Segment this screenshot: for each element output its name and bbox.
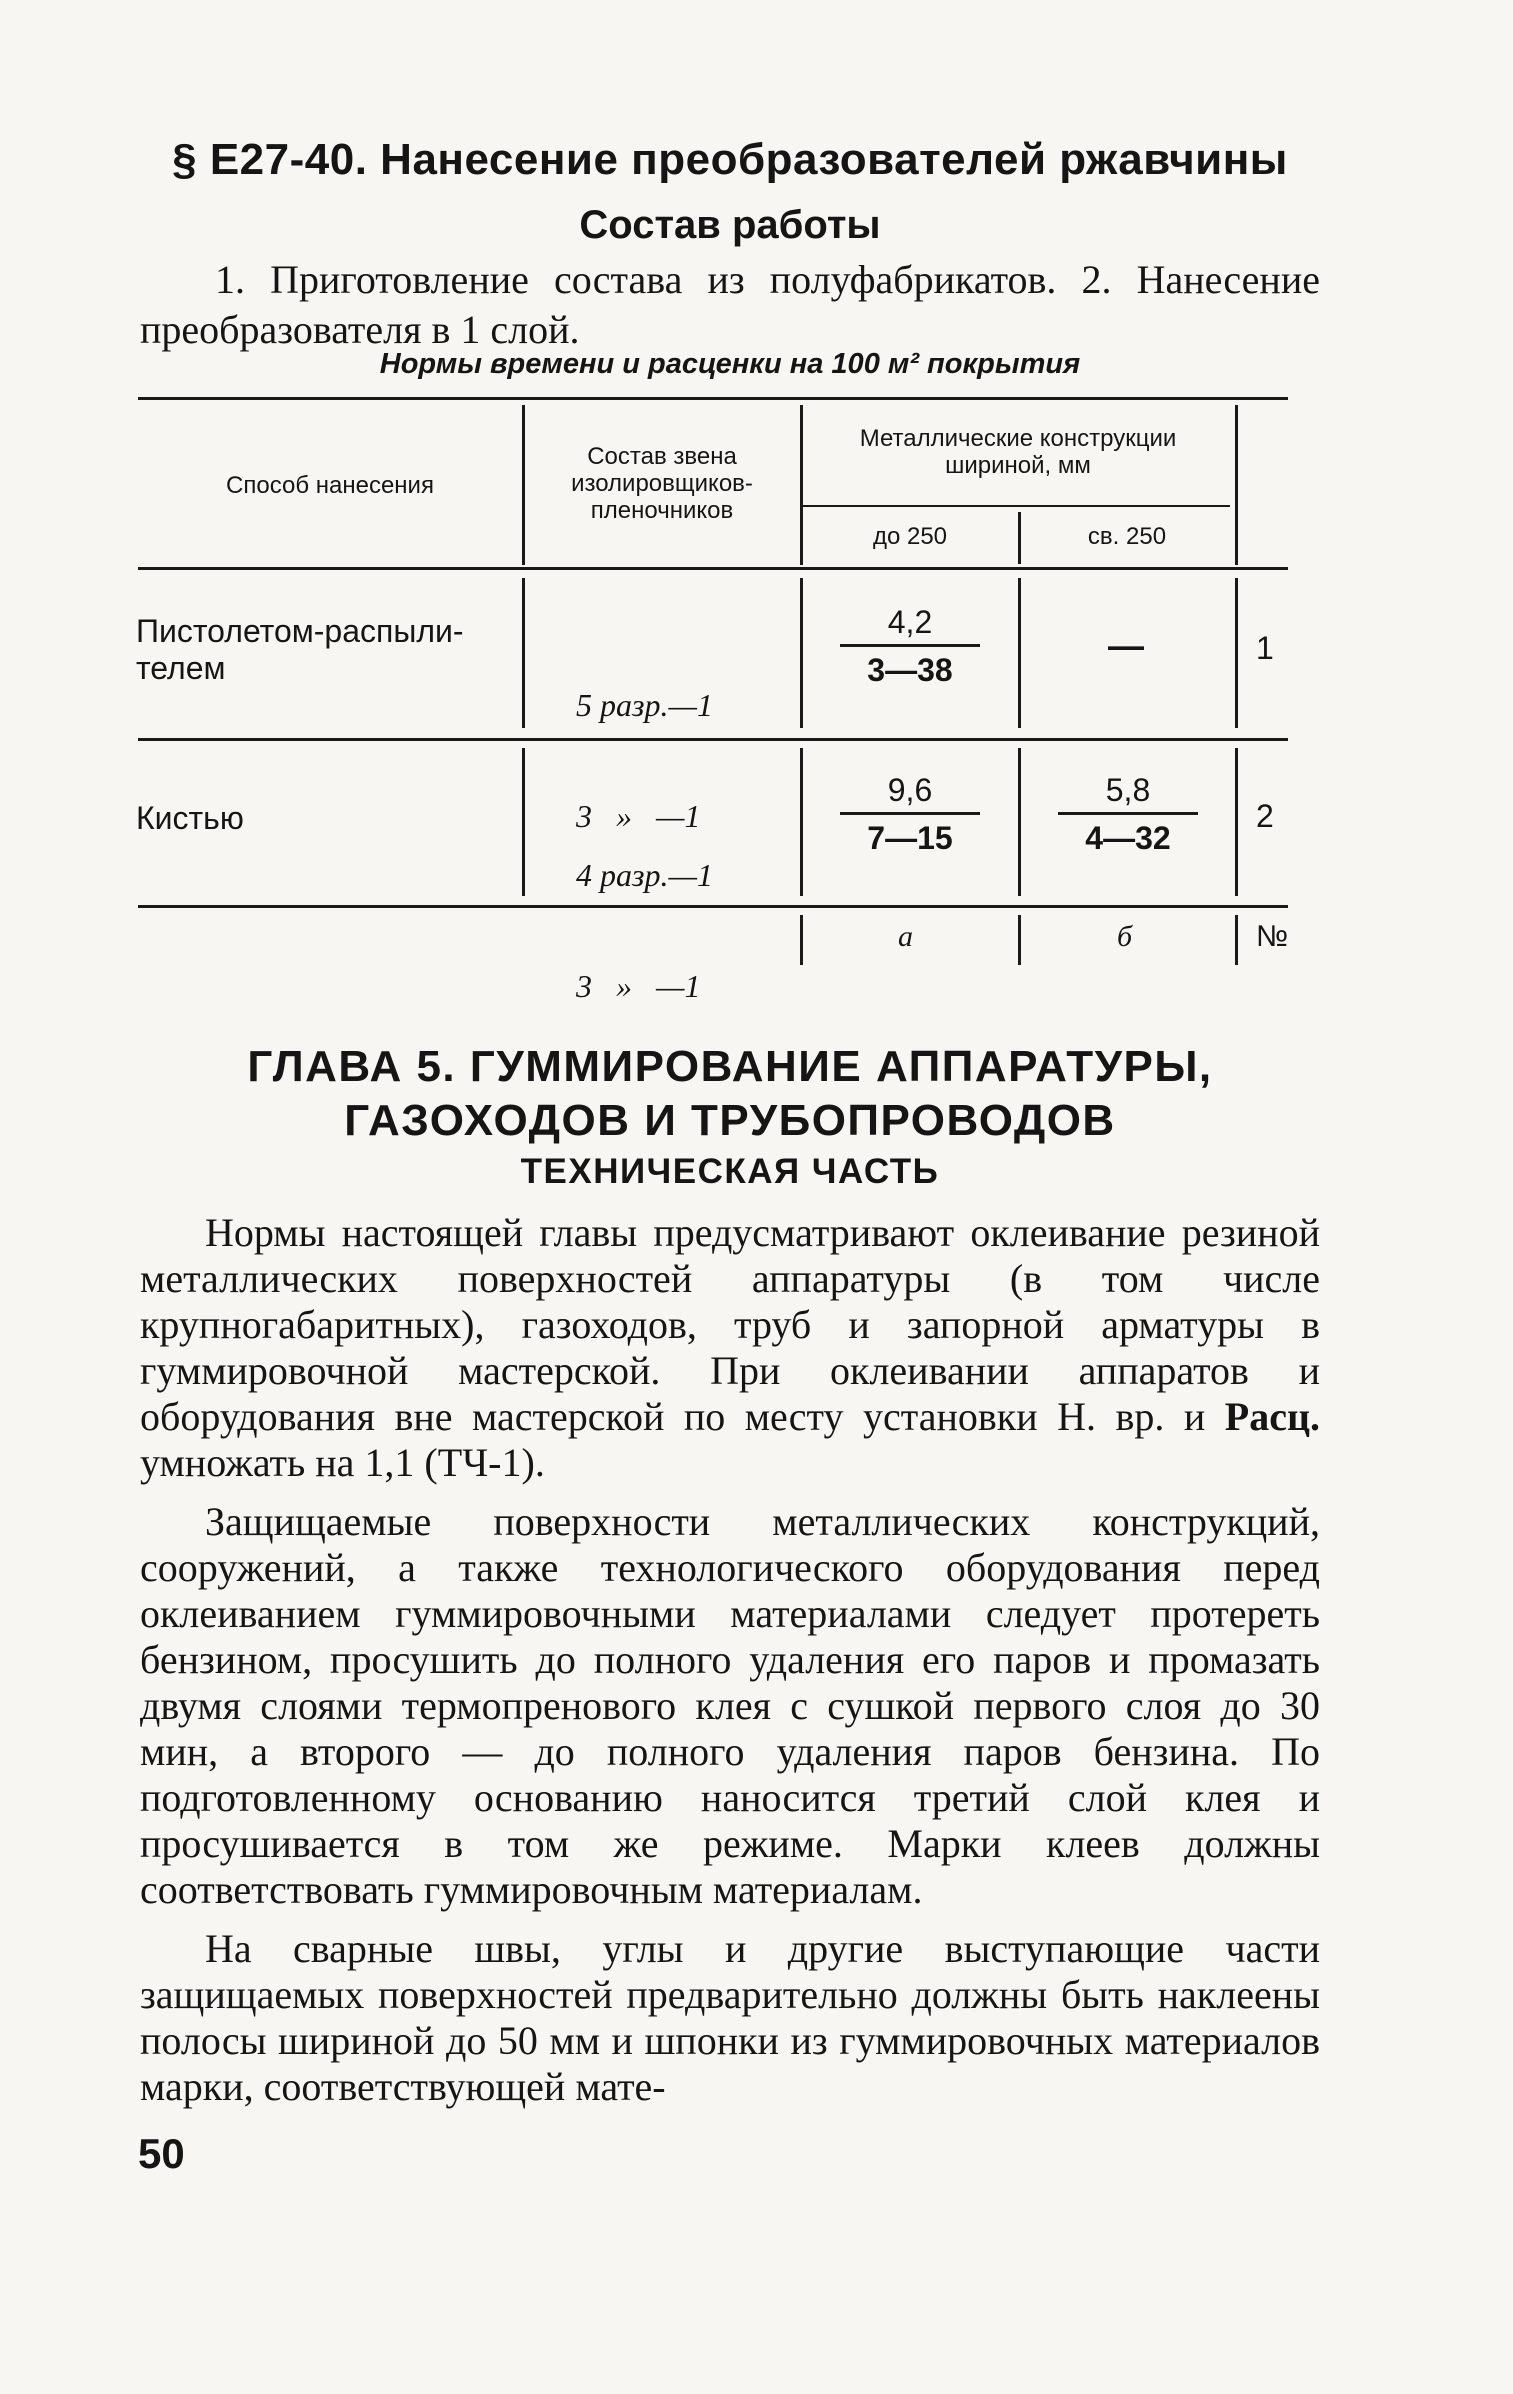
- row-2-col-a-value: [840, 768, 980, 861]
- row-1-col-a-time: 4,2: [887, 604, 933, 640]
- col-divider-2: [800, 405, 803, 565]
- work-composition-title: Состав работы: [579, 203, 881, 247]
- col-divider-4: [1235, 915, 1238, 965]
- row-2-col-a-time: 9,6: [887, 772, 933, 808]
- column-marker-b: б: [1117, 920, 1133, 953]
- col-divider-4: [1235, 405, 1238, 565]
- row-2-crew: [576, 783, 713, 1079]
- row-2-method: Кистью: [136, 800, 244, 836]
- col-divider-4: [1235, 748, 1238, 896]
- row-separator-rule: [138, 738, 1288, 741]
- row-1-col-a-value: [840, 600, 980, 693]
- column-marker-number: №: [1256, 920, 1289, 953]
- row-1-crew-line2: 3 » —1: [576, 798, 701, 834]
- col-divider-1: [522, 748, 525, 896]
- paragraph-1-text-b: умножать на 1,1 (ТЧ-1).: [140, 1440, 545, 1485]
- row-1-crew-line1: 5 разр.—1: [576, 687, 713, 723]
- table-caption: Нормы времени и расценки на 100 м² покрытия: [379, 348, 1081, 380]
- header-crew: [526, 443, 798, 524]
- row-1-col-a-price: 3—38: [867, 652, 953, 688]
- chapter-title: [140, 1040, 1320, 1148]
- header-method: Способ нанесения: [226, 472, 434, 499]
- col-divider-3: [1018, 748, 1021, 896]
- row-1-method: [136, 613, 520, 687]
- row-1-number: 1: [1256, 630, 1274, 666]
- header-metal-line1: Металлические конструкции: [859, 425, 1177, 452]
- chapter-title-line2: ГАЗОХОДОВ И ТРУБОПРОВОДОВ: [344, 1096, 1116, 1145]
- row-1-method-line2: телем: [136, 650, 226, 686]
- header-metal-line2: шириной, мм: [945, 452, 1091, 479]
- page-number: 50: [138, 2130, 185, 2177]
- header-crew-line3: пленочников: [590, 497, 734, 524]
- col-divider-1: [522, 405, 525, 565]
- paragraph-1-text-a: Нормы настоящей главы предусматривают оклеивание резиной металлических поверхностей аппаратуры (в том числе крупногабаритных), газоходов, труб и запорной арматуры в гуммировочной мастерской. При оклеивании аппаратов и оборудования вне мастерской по месту установки Н. вр. и: [140, 1210, 1320, 1439]
- col-divider-3: [1018, 512, 1021, 564]
- row-1-col-b-empty: —: [1108, 625, 1144, 666]
- col-divider-3: [1018, 915, 1021, 965]
- header-col-a: до 250: [872, 523, 948, 550]
- column-marker-a: а: [898, 920, 913, 953]
- paragraph-3: На сварные швы, углы и другие выступающие части защищаемых поверхностей предварительно должны быть наклеены полосы шириной до 50 мм и шпонки из гуммировочных материалов марки, соответствующей мате-: [140, 1926, 1320, 2109]
- row-2-crew-line1: 4 разр.—1: [576, 857, 713, 893]
- row-2-crew-line2: 3 » —1: [576, 968, 701, 1004]
- row-2-col-a-price: 7—15: [867, 820, 953, 856]
- work-composition-text: 1. Приготовление состава из полуфабрикатов. 2. Нанесение преобразователя в 1 слой.: [140, 257, 1320, 352]
- col-divider-2: [800, 578, 803, 728]
- col-divider-3: [1018, 578, 1021, 728]
- header-crew-line1: Состав звена: [587, 443, 737, 470]
- header-crew-line2: изолировщиков-: [571, 470, 753, 497]
- row-2-col-b-value: [1058, 768, 1198, 861]
- row-1-method-line1: Пистолетом-распыли-: [136, 613, 464, 649]
- technical-part-title: ТЕХНИЧЕСКАЯ ЧАСТЬ: [520, 1152, 940, 1191]
- paragraph-1: [140, 1210, 1320, 1486]
- table-bottom-rule: [138, 905, 1288, 908]
- paragraph-2: Защищаемые поверхности металлических конструкций, сооружений, а также технологического оборудования перед оклеиванием гуммировочными материалами следует протереть бензином, просушить до полного удаления его паров и промазать двумя слоями термопренового клея с сушкой первого слоя до 30 мин, а второго — до полного удаления паров бензина. По подготовленному основанию наносится третий слой клея и просушивается в том же режиме. Марки клеев должны соответствовать гуммировочным материалам.: [140, 1499, 1320, 1912]
- header-col-b: св. 250: [1087, 523, 1167, 550]
- row-2-number: 2: [1256, 798, 1274, 834]
- col-divider-2: [800, 748, 803, 896]
- col-divider-1: [522, 578, 525, 728]
- paragraph-1-bold: Расц.: [1224, 1394, 1320, 1439]
- header-sub-rule: [800, 505, 1230, 507]
- row-2-col-b-time: 5,8: [1105, 772, 1151, 808]
- header-metal: [804, 425, 1232, 479]
- chapter-title-line1: ГЛАВА 5. ГУММИРОВАНИЕ АППАРАТУРЫ,: [247, 1042, 1213, 1091]
- chapter-body: [140, 1210, 1320, 2123]
- table-top-rule: [138, 397, 1288, 400]
- row-2-col-b-price: 4—32: [1085, 820, 1171, 856]
- col-divider-4: [1235, 578, 1238, 728]
- section-title: § Е27-40. Нанесение преобразователей ржавчины: [172, 135, 1288, 184]
- col-divider-2: [800, 915, 803, 965]
- header-bottom-rule: [138, 567, 1288, 570]
